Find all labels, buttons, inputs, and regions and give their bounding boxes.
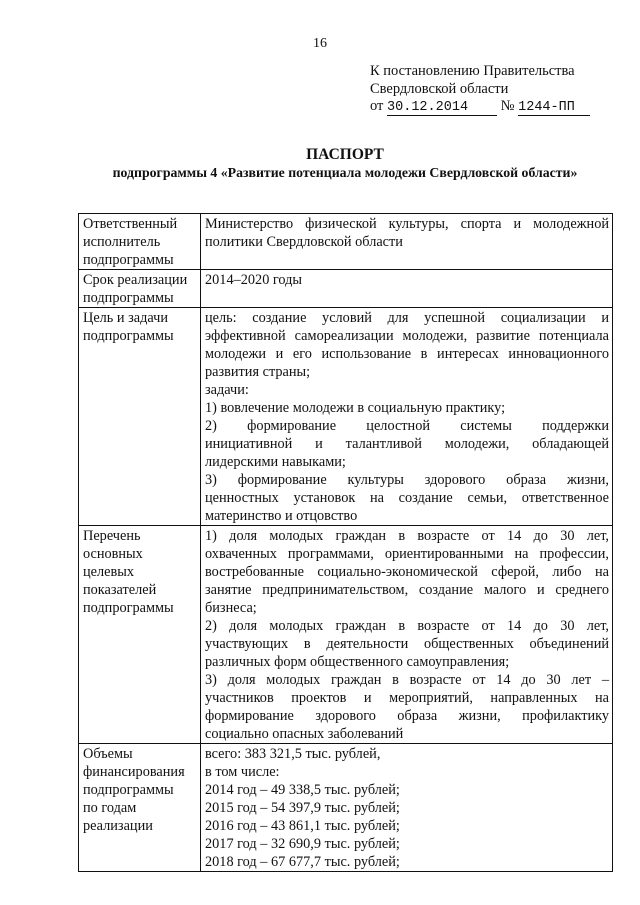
number-prefix: № <box>500 98 515 114</box>
content-line: формирование здорового образа жизни, профилактику <box>205 708 609 724</box>
label-line: подпрограммы <box>83 290 174 306</box>
approval-block <box>370 63 590 116</box>
label-line: Срок реализации <box>83 272 188 288</box>
content-line: молодежи и его использование в интересах инновационного <box>205 346 609 362</box>
passport-table <box>78 213 613 872</box>
content-line: занятие предпринимательством, создание малого и среднего <box>205 582 609 598</box>
content-line: всего: 383 321,5 тыс. рублей, <box>205 746 381 762</box>
content-line: социально опасных заболеваний <box>205 726 404 742</box>
label-line: Перечень <box>83 528 141 544</box>
row-label-cell <box>79 308 201 526</box>
label-line: подпрограммы <box>83 600 174 616</box>
row-content-cell <box>201 214 613 270</box>
content-line: развития страны; <box>205 364 311 380</box>
label-line: Объемы <box>83 746 133 762</box>
content-line: 2018 год – 67 677,7 тыс. рублей; <box>205 854 400 870</box>
content-line: 2015 год – 54 397,9 тыс. рублей; <box>205 800 400 816</box>
date-prefix: от <box>370 98 384 114</box>
label-line: основных <box>83 546 143 562</box>
label-line: реализации <box>83 818 153 834</box>
content-line: в том числе: <box>205 764 280 780</box>
approval-line-1: К постановлению Правительства <box>370 63 575 79</box>
table-row <box>79 270 613 308</box>
table-row <box>79 744 613 872</box>
content-line: материнство и отцовство <box>205 508 358 524</box>
content-line: ценностных установок на создание семьи, ответственное <box>205 490 609 506</box>
content-line: бизнеса; <box>205 600 257 616</box>
approval-date-line <box>370 98 590 116</box>
row-content-cell <box>201 526 613 744</box>
row-label-cell <box>79 214 201 270</box>
content-line: лидерскими навыками; <box>205 454 346 470</box>
label-line: показателей <box>83 582 157 598</box>
content-line: эффективной самореализации молодежи, развитие потенциала <box>205 328 609 344</box>
content-line: востребованные социально-экономической сферой, либо на <box>205 564 609 580</box>
label-line: подпрограммы <box>83 252 174 268</box>
page-number: 16 <box>313 36 327 51</box>
label-line: подпрограммы <box>83 782 174 798</box>
row-content-cell <box>201 308 613 526</box>
approval-number: 1244-ПП <box>518 101 590 116</box>
content-line: инициативной и талантливой молодежи, обладающей <box>205 436 609 452</box>
row-content-cell <box>201 744 613 872</box>
label-line: целевых <box>83 564 134 580</box>
content-line: 2014 год – 49 338,5 тыс. рублей; <box>205 782 400 798</box>
label-line: Ответственный <box>83 216 178 232</box>
label-line: по годам <box>83 800 137 816</box>
content-line: цель: создание условий для успешной социализации и <box>205 310 609 326</box>
label-line: финансирования <box>83 764 185 780</box>
row-label-cell <box>79 526 201 744</box>
row-label-cell <box>79 270 201 308</box>
approval-line-2: Свердловской области <box>370 80 509 97</box>
document-title: ПАСПОРТ <box>306 146 384 163</box>
label-line: подпрограммы <box>83 328 174 344</box>
content-line: различных форм общественного самоуправления; <box>205 654 510 670</box>
content-line: 2) доля молодых граждан в возрасте от 14 до 30 лет, <box>205 618 609 634</box>
content-line: задачи: <box>205 382 249 398</box>
table-row <box>79 308 613 526</box>
row-label-cell <box>79 744 201 872</box>
content-line: охваченных программами, ориентированными на профессии, <box>205 546 609 562</box>
approval-date: 30.12.2014 <box>387 101 497 116</box>
content-line: 2017 год – 32 690,9 тыс. рублей; <box>205 836 400 852</box>
content-line: участников проектов и мероприятий, направленных на <box>205 690 609 706</box>
document-subtitle: подпрограммы 4 «Развитие потенциала молодежи Свердловской области» <box>112 165 578 180</box>
content-line: участвующих в деятельности общественных объединений <box>205 636 609 652</box>
content-line: 1) вовлечение молодежи в социальную практику; <box>205 400 506 416</box>
content-line: Министерство физической культуры, спорта и молодежной <box>205 216 609 232</box>
content-line: 2014–2020 годы <box>205 272 303 288</box>
table-row <box>79 526 613 744</box>
label-line: Цель и задачи <box>83 310 169 326</box>
content-line: 3) формирование культуры здорового образа жизни, <box>205 472 609 488</box>
content-line: 1) доля молодых граждан в возрасте от 14 до 30 лет, <box>205 528 609 544</box>
content-line: политики Свердловской области <box>205 234 403 250</box>
content-line: 2016 год – 43 861,1 тыс. рублей; <box>205 818 400 834</box>
content-line: 3) доля молодых граждан в возрасте от 14 до 30 лет – <box>205 672 609 688</box>
content-line: 2) формирование целостной системы поддержки <box>205 418 609 434</box>
row-content-cell <box>201 270 613 308</box>
label-line: исполнитель <box>83 234 161 250</box>
table-row <box>79 214 613 270</box>
